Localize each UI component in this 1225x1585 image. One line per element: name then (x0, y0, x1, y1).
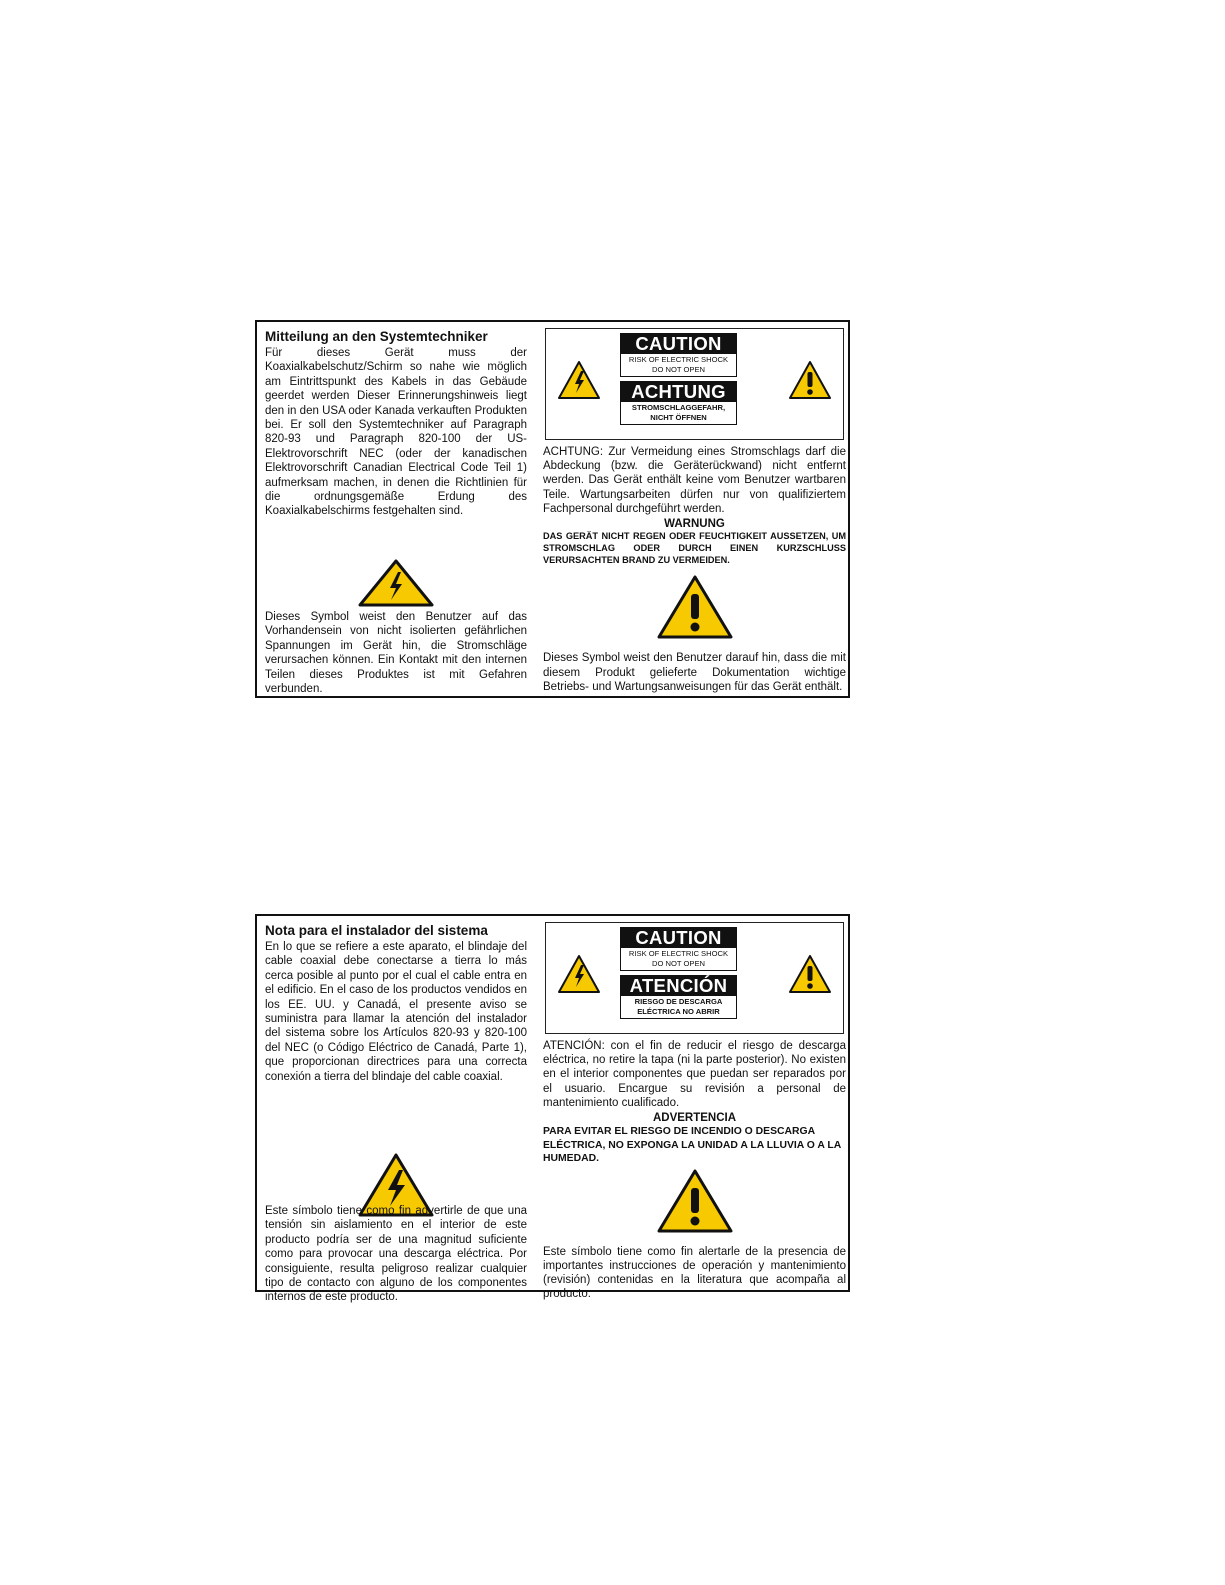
warning-heading: ADVERTENCIA (652, 1112, 737, 1125)
caution-column (543, 328, 846, 692)
local-caution-subtext: RIESGO DE DESCARGA ELÉCTRICA NO ABRIR (620, 996, 737, 1019)
caution-heading: CAUTION (620, 927, 737, 948)
exclamation-warning-icon (543, 574, 846, 645)
notice-intro-text: En lo que se refiere a este aparato, el blindaje del cable coaxial debe conectarse a tierra lo más cerca posible al punto por el cual el cable entra en el edificio. En el caso de los productos vendidos en los EE. UU. y Canadá, el presente aviso se suministra para llamar la atención del instalador del sistema sobre los Artículos 820-93 y 820-100 del NEC (o Código Eléctrico de Canadá, Parte 1), que proporcionan directrices para una correcta conexión a tierra del blindaje del cable coaxial. (265, 941, 527, 1083)
lightning-bolt-warning-icon (556, 359, 602, 406)
exclamation-symbol-description: Dieses Symbol weist den Benutzer darauf hin, dass die mit diesem Produkt gelieferte Dokumentation wichtige Betriebs- und Wartungsanweisungen für das Gerät enthält. (543, 652, 846, 693)
caution-label (545, 922, 844, 1034)
bolt-symbol-description: Dieses Symbol weist den Benutzer auf das Vorhandensein von nicht isolierten gefährlichen Spannungen im Gerät hin, die Stromschläge verursachen können. Ein Kontakt mit den internen Teilen dieses Produktes ist mit Gefahren verbunden. (265, 611, 527, 696)
notice-panel-german (255, 320, 850, 698)
warning-body: DAS GERÄT NICHT REGEN ODER FEUCHTIGKEIT AUSSETZEN, UM STROMSCHLAG ODER DURCH EINEN KURZSCHLUSS VERURSACHTEN BRAND ZU VERMEIDEN. (543, 531, 846, 565)
exclamation-warning-icon (543, 1168, 846, 1239)
notice-title: Mitteilung an den Systemtechniker (265, 329, 488, 344)
installer-note-column (265, 328, 527, 696)
caution-subtext: RISK OF ELECTRIC SHOCK DO NOT OPEN (620, 354, 737, 377)
exclamation-symbol-description: Este símbolo tiene como fin alertarle de la presencia de importantes instrucciones de operación y mantenimiento (revisión) contenidas en la literatura que acompaña al producto. (543, 1245, 846, 1301)
warning-heading: WARNUNG (664, 518, 725, 531)
caution-text: ACHTUNG: Zur Vermeidung eines Stromschlags darf die Abdeckung (bzw. die Geräterückwand) nicht entfernt werden. Das Gerät enthält keine vom Benutzer wartbaren Teile. Wartungsarbeiten dürfen nur von qualifiziertem Fachpersonal durchgeführt werden. (543, 446, 846, 515)
notice-intro-text: Für dieses Gerät muss der Koaxialkabelschutz/Schirm so nahe wie möglich am Eintrittspunkt des Kabels in das Gebäude geerdet werden Dieser Erinnerungshinweis liegt den in den USA oder Kanada verkauften Produkten bei. Er soll den Systemtechniker auf Paragraph 820-93 und Paragraph 820-100 der US-Elektrovorschrift NEC (oder der kanadischen Elektrovorschrift Canadian Electrical Code Teil 1) aufmerksam machen, in denen die Richtlinien für die ordnungsgemäße Erdung des Koaxialkabelschirms festgehalten sind. (265, 347, 527, 518)
installer-note-column (265, 922, 527, 1304)
notice-title: Nota para el instalador del sistema (265, 923, 488, 938)
caution-text: ATENCIÓN: con el fin de reducir el riesgo de descarga eléctrica, no retire la tapa (ni la parte posterior). No existen en el interior componentes que puedan ser reparados por el usuario. Encargue su revisión a personal de mantenimiento cualificado. (543, 1040, 846, 1109)
bolt-symbol-description: Este símbolo tiene como fin advertirle de que una tensión sin aislamiento en el interior de este producto podría ser de una magnitud suficiente como para provocar una descarga eléctrica. Por consiguiente, resulta peligroso realizar cualquier tipo de contacto con alguno de los componentes internos de este producto. (265, 1205, 527, 1304)
local-caution-heading: ATENCIÓN (620, 975, 737, 996)
exclamation-warning-icon (787, 359, 833, 406)
caution-label-center (620, 927, 737, 1023)
local-caution-heading: ACHTUNG (620, 381, 737, 402)
caution-subtext: RISK OF ELECTRIC SHOCK DO NOT OPEN (620, 948, 737, 971)
caution-column (543, 922, 846, 1301)
lightning-bolt-warning-icon (265, 558, 527, 613)
caution-label (545, 328, 844, 440)
local-caution-subtext: STROMSCHLAGGEFAHR, NICHT ÖFFNEN (620, 402, 737, 425)
notice-panel-spanish (255, 914, 850, 1304)
warning-body: PARA EVITAR EL RIESGO DE INCENDIO O DESCARGA ELÉCTRICA, NO EXPONGA LA UNIDAD A LA LLUVIA O A LA HUMEDAD. (543, 1126, 841, 1165)
caution-heading: CAUTION (620, 333, 737, 354)
exclamation-warning-icon (787, 953, 833, 1000)
lightning-bolt-warning-icon (556, 953, 602, 1000)
caution-label-center (620, 333, 737, 429)
